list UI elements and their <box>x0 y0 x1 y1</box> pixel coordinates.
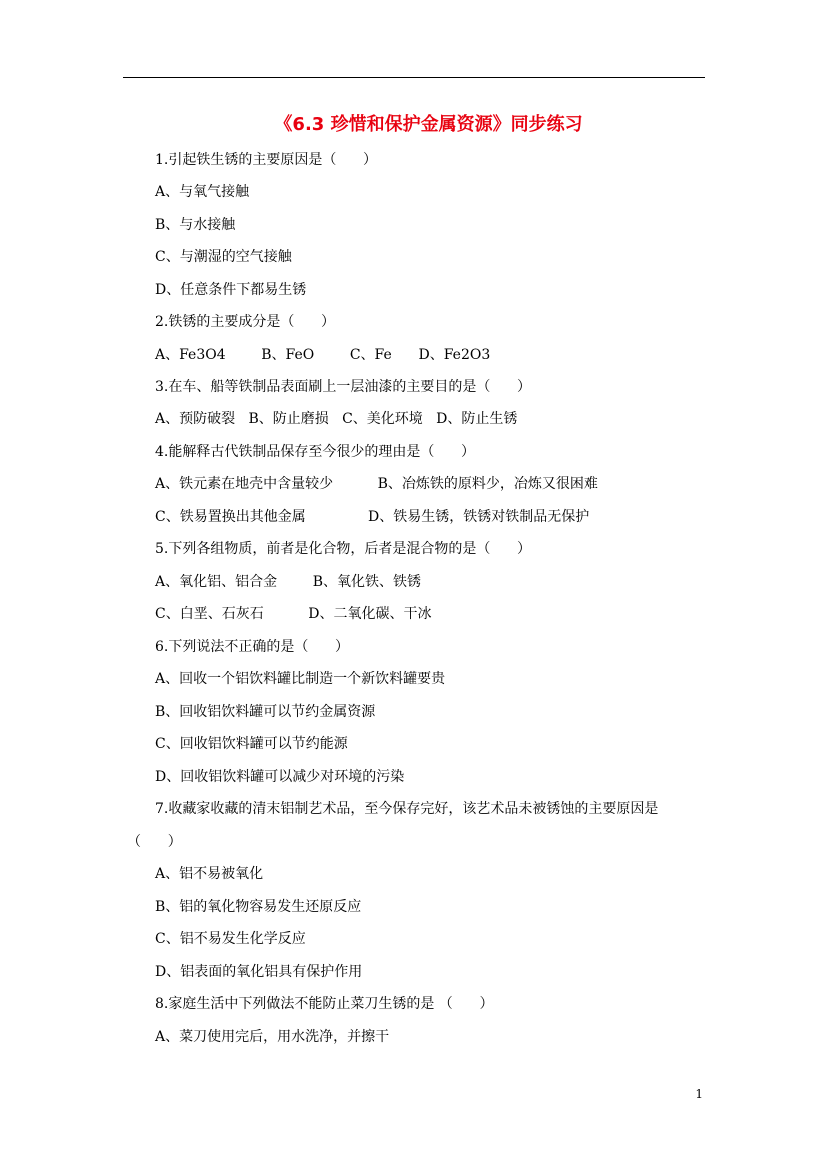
question-2: 2.铁锈的主要成分是（ ） <box>155 314 336 330</box>
option-1d: D、任意条件下都易生锈 <box>155 282 307 298</box>
options-2: A、Fe3O4 B、FeO C、Fe D、Fe2O3 <box>155 347 491 363</box>
option-6c: C、回收铝饮料罐可以节约能源 <box>155 736 348 752</box>
option-1a: A、与氧气接触 <box>155 184 250 200</box>
question-5: 5.下列各组物质，前者是化合物，后者是混合物的是（ ） <box>155 541 532 557</box>
option-8a: A、菜刀使用完后，用水洗净，并擦干 <box>155 1029 390 1045</box>
option-7c: C、铝不易发生化学反应 <box>155 931 306 947</box>
options-4ab: A、铁元素在地壳中含量较少 B、冶炼铁的原料少，冶炼又很困难 <box>155 476 598 492</box>
page-number: 1 <box>695 1087 703 1101</box>
option-6b: B、回收铝饮料罐可以节约金属资源 <box>155 704 376 720</box>
option-6d: D、回收铝饮料罐可以减少对环境的污染 <box>155 769 405 785</box>
options-5cd: C、白垩、石灰石 D、二氧化碳、干冰 <box>155 606 432 622</box>
option-7d: D、铝表面的氧化铝具有保护作用 <box>155 964 363 980</box>
header-rule <box>123 77 705 78</box>
option-1c: C、与潮湿的空气接触 <box>155 249 292 265</box>
question-4: 4.能解释古代铁制品保存至今很少的理由是（ ） <box>155 444 476 460</box>
option-7a: A、铝不易被氧化 <box>155 866 264 882</box>
question-7: 7.收藏家收藏的清末铝制艺术品，至今保存完好，该艺术品未被锈蚀的主要原因是 <box>155 801 659 817</box>
options-5ab: A、氧化铝、铝合金 B、氧化铁、铁锈 <box>155 574 421 590</box>
document-title: 《6.3 珍惜和保护金属资源》同步练习 <box>274 114 583 135</box>
question-1: 1.引起铁生锈的主要原因是（ ） <box>155 152 378 168</box>
question-8: 8.家庭生活中下列做法不能防止菜刀生锈的是 （ ） <box>155 996 494 1012</box>
question-6: 6.下列说法不正确的是（ ） <box>155 639 350 655</box>
question-7-blank: （ ） <box>127 834 182 850</box>
option-6a: A、回收一个铝饮料罐比制造一个新饮料罐要贵 <box>155 671 446 687</box>
option-7b: B、铝的氧化物容易发生还原反应 <box>155 899 362 915</box>
question-3: 3.在车、船等铁制品表面刷上一层油漆的主要目的是（ ） <box>155 379 532 395</box>
options-3: A、预防破裂 B、防止磨损 C、美化环境 D、防止生锈 <box>155 411 518 427</box>
options-4cd: C、铁易置换出其他金属 D、铁易生锈，铁锈对铁制品无保护 <box>155 509 590 525</box>
option-1b: B、与水接触 <box>155 217 236 233</box>
